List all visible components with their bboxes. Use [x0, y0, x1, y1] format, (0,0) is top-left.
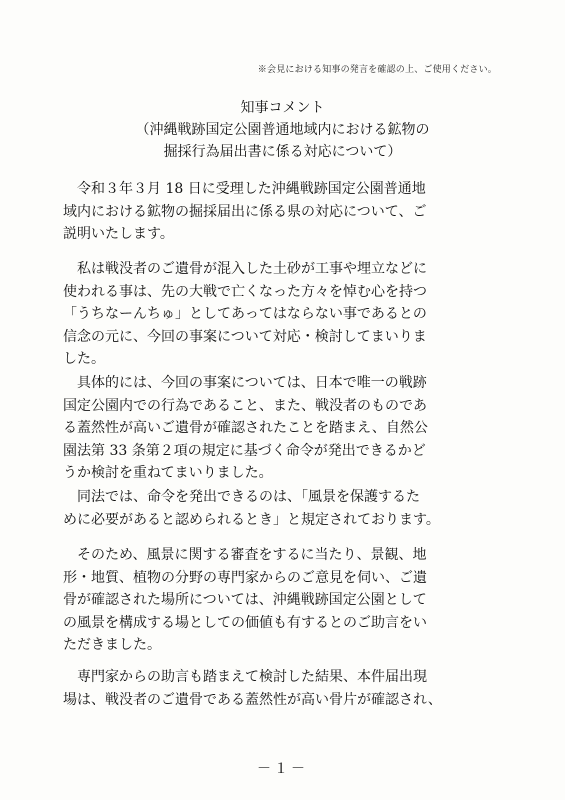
- paragraph-line: した。: [63, 351, 105, 367]
- paragraph-line: 同法では、命令を発出できるのは、「風景を保護するた: [63, 489, 420, 505]
- paragraph-5: [63, 544, 508, 657]
- paragraph-line: る蓋然性が高いご遺骨が確認されたことを踏まえ、自然公: [63, 420, 428, 436]
- page-number: －１－: [257, 761, 308, 777]
- paragraph-4: [63, 486, 508, 531]
- paragraph-3: [63, 372, 508, 485]
- paragraph-2: [63, 258, 508, 371]
- title-line-2: （沖縄戦跡国定公園普通地域内における鉱物の: [135, 122, 430, 138]
- paragraph-line: 形・地質、植物の分野の専門家からのご意見を伺い、ご遺: [63, 569, 427, 586]
- paragraph-line: 使われる事は、先の大戦で亡くなった方々を悼む心を持つ: [63, 283, 427, 300]
- paragraph-line: 信念の元に、今回の事案について対応・検討してまいりま: [63, 328, 427, 345]
- paragraph-line: ただきました。: [63, 637, 161, 653]
- paragraph-line: 園法第 33 条第２項の規定に基づく命令が発出できるかど: [63, 442, 426, 459]
- paragraph-line: うか検討を重ねてまいりました。: [63, 465, 273, 481]
- header-note: ※会見における知事の発言を確認の上、ご使用ください。: [257, 65, 497, 75]
- paragraph-line: 専門家からの助言も踏まえて検討した結果、本件届出現: [63, 669, 427, 685]
- paragraph-line: そのため、風景に関する審査をするに当たり、景観、地: [63, 547, 427, 563]
- paragraph-line: めに必要があると認められるとき」と規定されております。: [63, 511, 440, 528]
- paragraph-line: 場は、戦没者のご遺骨である蓋然性が高い骨片が確認され、: [63, 691, 442, 708]
- paragraph-line: 域内における鉱物の掘採届出に係る県の対応について、ご: [63, 203, 427, 220]
- paragraph-line: 具体的には、今回の事案については、日本で唯一の戦跡: [63, 375, 427, 391]
- paragraph-line: 私は戦没者のご遺骨が混入した土砂が工事や埋立などに: [63, 261, 427, 277]
- paragraph-line: 令和３年３月 18 日に受理した沖縄戦跡国定公園普通地: [63, 181, 426, 197]
- title-line-1: 知事コメント: [240, 100, 325, 116]
- paragraph-line: 骨が確認された場所については、沖縄戦跡国定公園として: [63, 592, 427, 608]
- paragraph-line: 「うちなーんちゅ」としてあってはならない事であるとの: [63, 306, 427, 322]
- paragraph-6: [63, 666, 508, 711]
- paragraph-1: [63, 178, 508, 246]
- paragraph-line: の風景を構成する場としての価値も有するとのご助言をい: [63, 614, 427, 631]
- paragraph-line: 説明いたします。: [63, 226, 174, 242]
- document-title: [0, 97, 565, 163]
- paragraph-line: 国定公園内での行為であること、また、戦没者のものであ: [63, 397, 427, 414]
- title-line-3: 掘採行為届出書に係る対応について）: [163, 144, 402, 160]
